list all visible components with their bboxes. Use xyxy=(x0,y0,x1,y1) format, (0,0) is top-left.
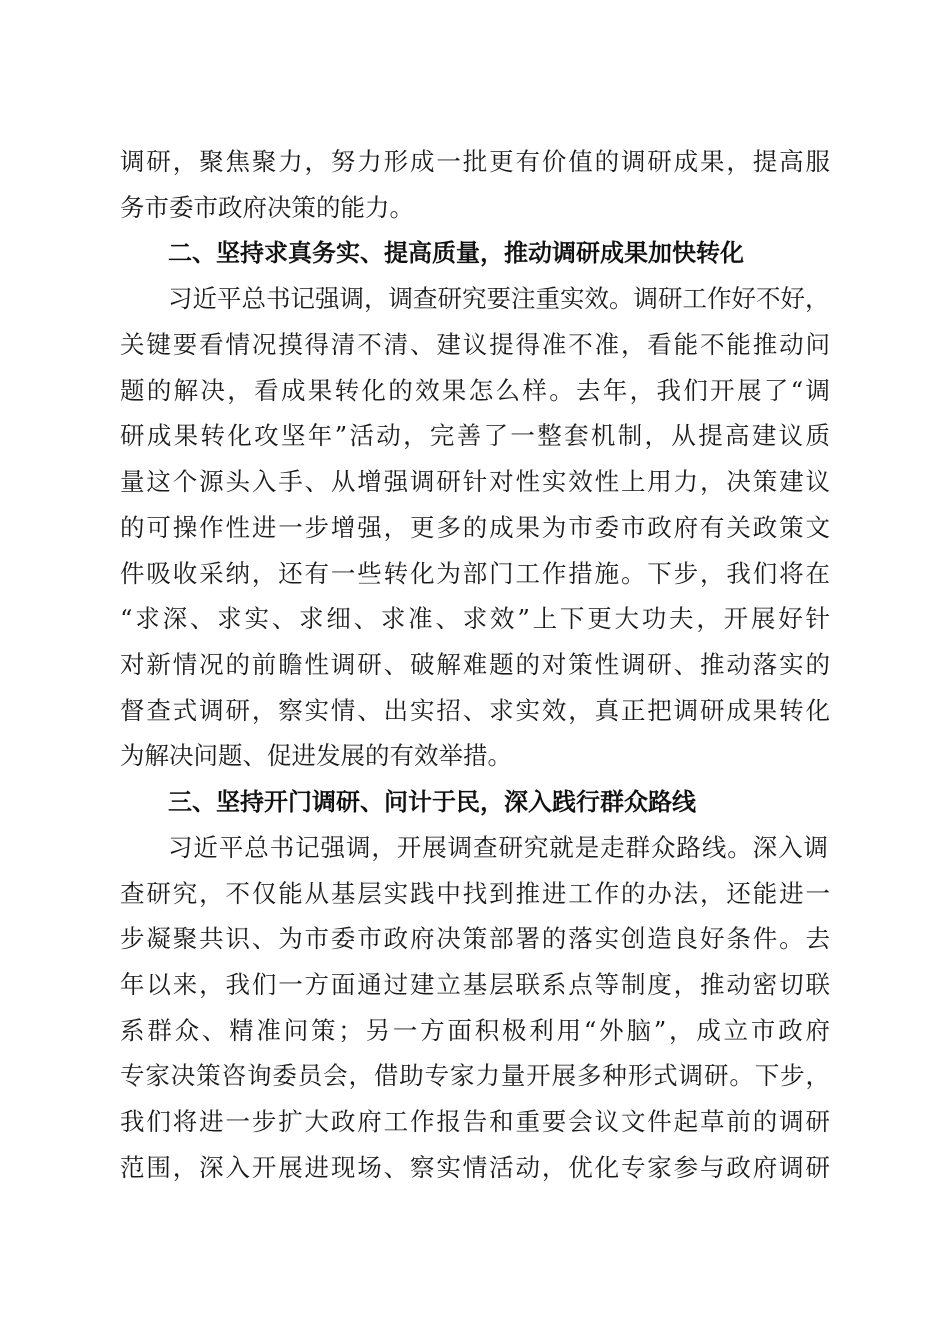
paragraph-line: 习近平总书记强调，调查研究要注重实效。调研工作好不好， xyxy=(168,284,830,313)
paragraph-line: 习近平总书记强调，开展调查研究就是走群众路线。深入调 xyxy=(168,833,828,862)
paragraph-line: 的可操作性进一步增强，更多的成果为市委市政府有关政策文 xyxy=(120,513,830,542)
paragraph-line: 调研，聚焦聚力，努力形成一批更有价值的调研成果，提高服 xyxy=(120,147,830,176)
paragraph-line: 专家决策咨询委员会，借助专家力量开展多种形式调研。下步， xyxy=(120,1061,830,1090)
paragraph-line: 范围，深入开展进现场、察实情活动，优化专家参与政府调研 xyxy=(120,1153,830,1182)
paragraph-line: 题的解决，看成果转化的效果怎么样。去年，我们开展了“调 xyxy=(120,376,830,405)
paragraph-line: 步凝聚共识、为市委市政府决策部署的落实创造良好条件。去 xyxy=(120,924,830,953)
paragraph-line: 为解决问题、促进发展的有效举措。 xyxy=(120,741,512,770)
paragraph-line: 件吸收采纳，还有一些转化为部门工作措施。下步，我们将在 xyxy=(120,559,830,588)
paragraph-line: 研成果转化攻坚年”活动，完善了一整套机制，从提高建议质 xyxy=(120,421,830,450)
paragraph-line: “求深、求实、求细、求准、求效”上下更大功夫，开展好针 xyxy=(120,604,830,633)
paragraph-line: 务市委市政府决策的能力。 xyxy=(120,193,414,222)
section-heading-2: 二、坚持求真务实、提高质量，推动调研成果加快转化 xyxy=(168,239,744,267)
paragraph-line: 关键要看情况摸得清不清、建议提得准不准，看能不能推动问 xyxy=(120,330,830,359)
paragraph-line: 查研究，不仅能从基层实践中找到推进工作的办法，还能进一 xyxy=(120,879,830,908)
paragraph-line: 督查式调研，察实情、出实招、求实效，真正把调研成果转化 xyxy=(120,696,830,725)
paragraph-line: 系群众、精准问策；另一方面积极利用“外脑”，成立市政府 xyxy=(120,1016,830,1045)
paragraph-line: 对新情况的前瞻性调研、破解难题的对策性调研、推动落实的 xyxy=(120,650,830,679)
paragraph-line: 年以来，我们一方面通过建立基层联系点等制度，推动密切联 xyxy=(120,970,830,999)
paragraph-line: 我们将进一步扩大政府工作报告和重要会议文件起草前的调研 xyxy=(120,1107,830,1136)
section-heading-3: 三、坚持开门调研、问计于民，深入践行群众路线 xyxy=(168,788,696,816)
paragraph-line: 量这个源头入手、从增强调研针对性实效性上用力，决策建议 xyxy=(120,467,830,496)
